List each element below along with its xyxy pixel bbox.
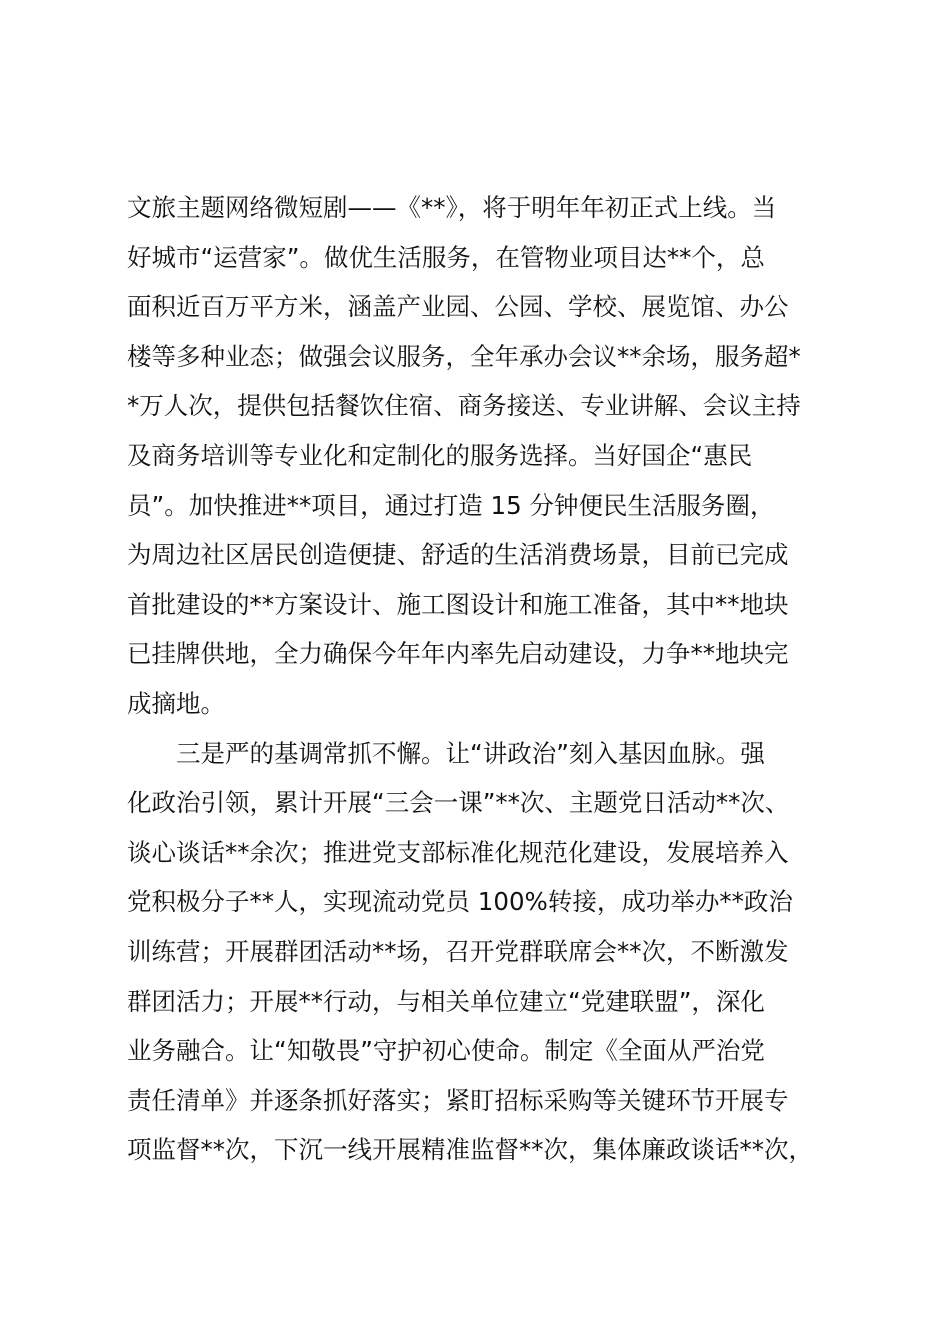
- text-line: 三是严的基调常抓不懈。让“讲政治”刻入基因血脉。强: [127, 738, 765, 768]
- text-line: 谈心谈话**余次；推进党支部标准化规范化建设，发展培养入: [127, 837, 789, 867]
- text-line: 已挂牌供地，全力确保今年年内率先启动建设，力争**地块完: [127, 639, 789, 669]
- text-line: 党积极分子**人，实现流动党员 100%转接，成功举办**政治: [127, 887, 793, 917]
- text-line: 文旅主题网络微短剧——《**》，将于明年年初正式上线。当: [127, 193, 777, 222]
- text-line: 责任清单》并逐条抓好落实；紧盯招标采购等关键环节开展专: [127, 1085, 789, 1115]
- text-line: 为周边社区居民创造便捷、舒适的生活消费场景，目前已完成: [127, 540, 789, 570]
- text-line: 楼等多种业态；做强会议服务，全年承办会议**余场，服务超*: [127, 341, 801, 371]
- text-line: 及商务培训等专业化和定制化的服务选择。当好国企“惠民: [127, 440, 753, 470]
- body-text: [127, 183, 837, 1175]
- text-line: 好城市“运营家”。做优生活服务，在管物业项目达**个，总: [127, 242, 765, 272]
- text-line: 训练营；开展群团活动**场，召开党群联席会**次，不断激发: [127, 936, 789, 966]
- text-line: 化政治引领，累计开展“三会一课”**次、主题党日活动**次、: [127, 788, 790, 818]
- text-line: 成摘地。: [127, 688, 225, 718]
- text-line: 业务融合。让“知敬畏”守护初心使命。制定《全面从严治党: [127, 1036, 765, 1066]
- text-line: 项监督**次，下沉一线开展精准监督**次，集体廉政谈话**次，: [127, 1135, 813, 1165]
- text-line: 员”。加快推进**项目，通过打造 15 分钟便民生活服务圈，: [127, 490, 775, 520]
- text-line: 首批建设的**方案设计、施工图设计和施工准备，其中**地块: [127, 589, 789, 619]
- text-line: 面积近百万平方米，涵盖产业园、公园、学校、展览馆、办公: [127, 292, 789, 322]
- text-line: 群团活力；开展**行动，与相关单位建立“党建联盟”，深化: [127, 986, 765, 1016]
- text-line: *万人次，提供包括餐饮住宿、商务接送、专业讲解、会议主持: [127, 391, 801, 421]
